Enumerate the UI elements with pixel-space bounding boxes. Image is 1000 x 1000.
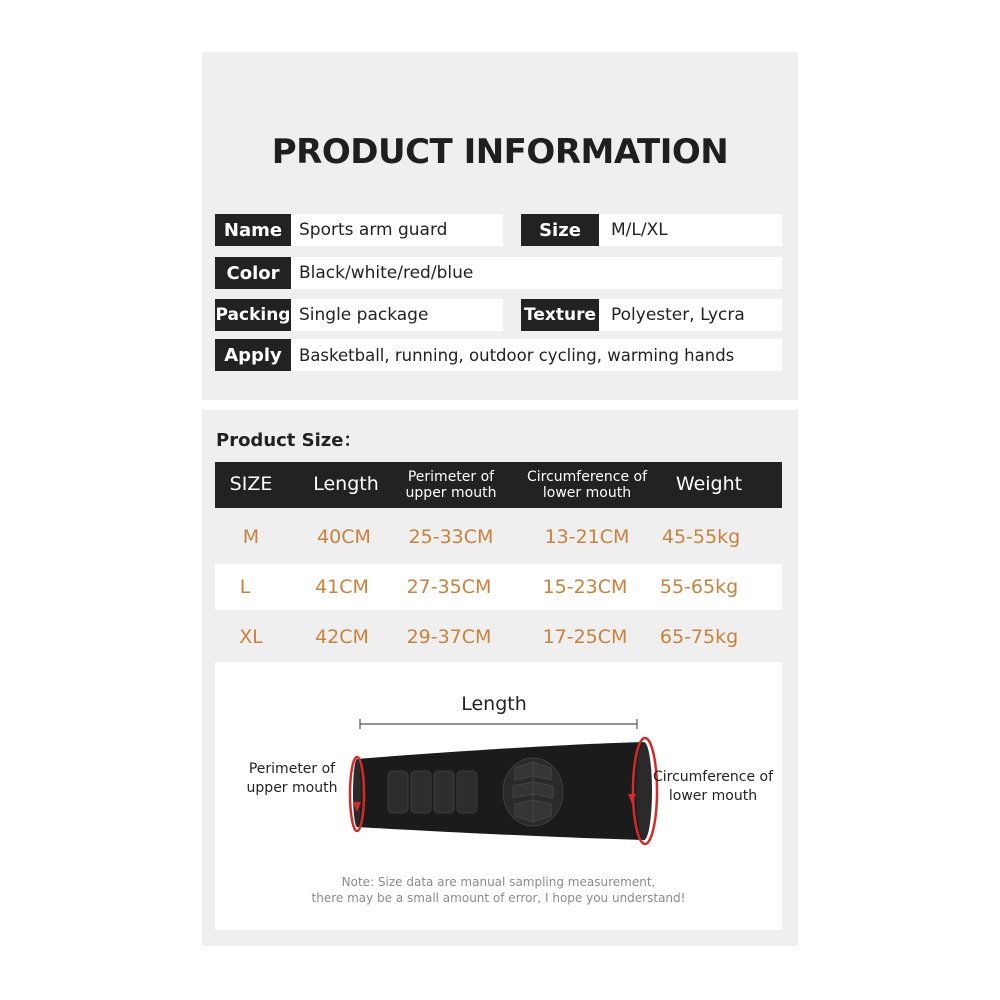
table-row [215,614,782,660]
cell-size: XL [239,626,263,648]
page-title: PRODUCT INFORMATION [271,132,729,172]
upper-label-line-1: Perimeter of [248,761,336,777]
upper-label-line-2: upper mouth [246,779,338,796]
length-label: Length [461,693,527,715]
info-row-size [521,214,782,246]
info-row-texture [521,299,782,331]
cell-size: L [239,576,251,598]
apply-value: Basketball, running, outdoor cycling, warming hands [291,339,782,371]
name-value: Sports arm guard [291,214,503,246]
measurement-diagram [215,662,782,930]
section-heading: Product Size： [216,430,362,451]
texture-value: Polyester, Lycra [599,299,782,331]
note-line-1: Note: Size data are manual sampling measurement, [341,875,656,889]
cell-lower: 17-25CM [542,626,628,648]
header-upper-line-2: upper mouth [405,485,497,501]
table-row [215,514,782,560]
cell-lower: 15-23CM [542,576,628,598]
header-upper-line-1: Perimeter of [407,468,495,485]
note-line-2: there may be a small amount of error, I hope you understand! [311,891,686,906]
cell-weight: 55-65kg [659,576,739,598]
cell-weight: 45-55kg [661,526,741,548]
lower-label-line-2: lower mouth [668,787,758,804]
header-upper-perimeter [393,462,509,508]
cell-upper: 29-37CM [406,626,492,648]
apply-label: Apply [215,339,291,371]
header-lower-line-1: Circumference of [526,468,648,485]
cell-lower: 13-21CM [544,526,630,548]
packing-value: Single package [291,299,503,331]
lower-mouth-label [647,768,779,806]
product-size-panel [202,410,798,946]
upper-mouth-label [237,760,347,798]
packing-label: Packing [215,299,291,331]
cell-upper: 27-35CM [406,576,492,598]
size-table-header [215,462,782,508]
color-value: Black/white/red/blue [291,257,782,289]
table-row [215,564,782,610]
info-row-name [215,214,503,246]
lower-label-line-1: Circumference of [652,769,774,785]
cell-length: 41CM [315,576,369,598]
product-information-panel [202,52,798,400]
cell-weight: 65-75kg [659,626,739,648]
size-label: Size [521,214,599,246]
texture-label: Texture [521,299,599,331]
header-lower-circumference [515,462,659,508]
cell-length: 42CM [315,626,369,648]
info-row-color [215,257,782,289]
name-label: Name [215,214,291,246]
info-row-apply [215,339,782,371]
header-weight: Weight [675,473,743,496]
color-label: Color [215,257,291,289]
cell-length: 40CM [317,526,371,548]
header-lower-line-2: lower mouth [542,485,632,501]
size-value: M/L/XL [599,214,782,246]
cell-size: M [242,526,260,548]
info-row-packing [215,299,503,331]
cell-upper: 25-33CM [408,526,494,548]
header-size: SIZE [229,473,273,496]
measurement-note [215,874,782,906]
header-length: Length [313,473,379,496]
